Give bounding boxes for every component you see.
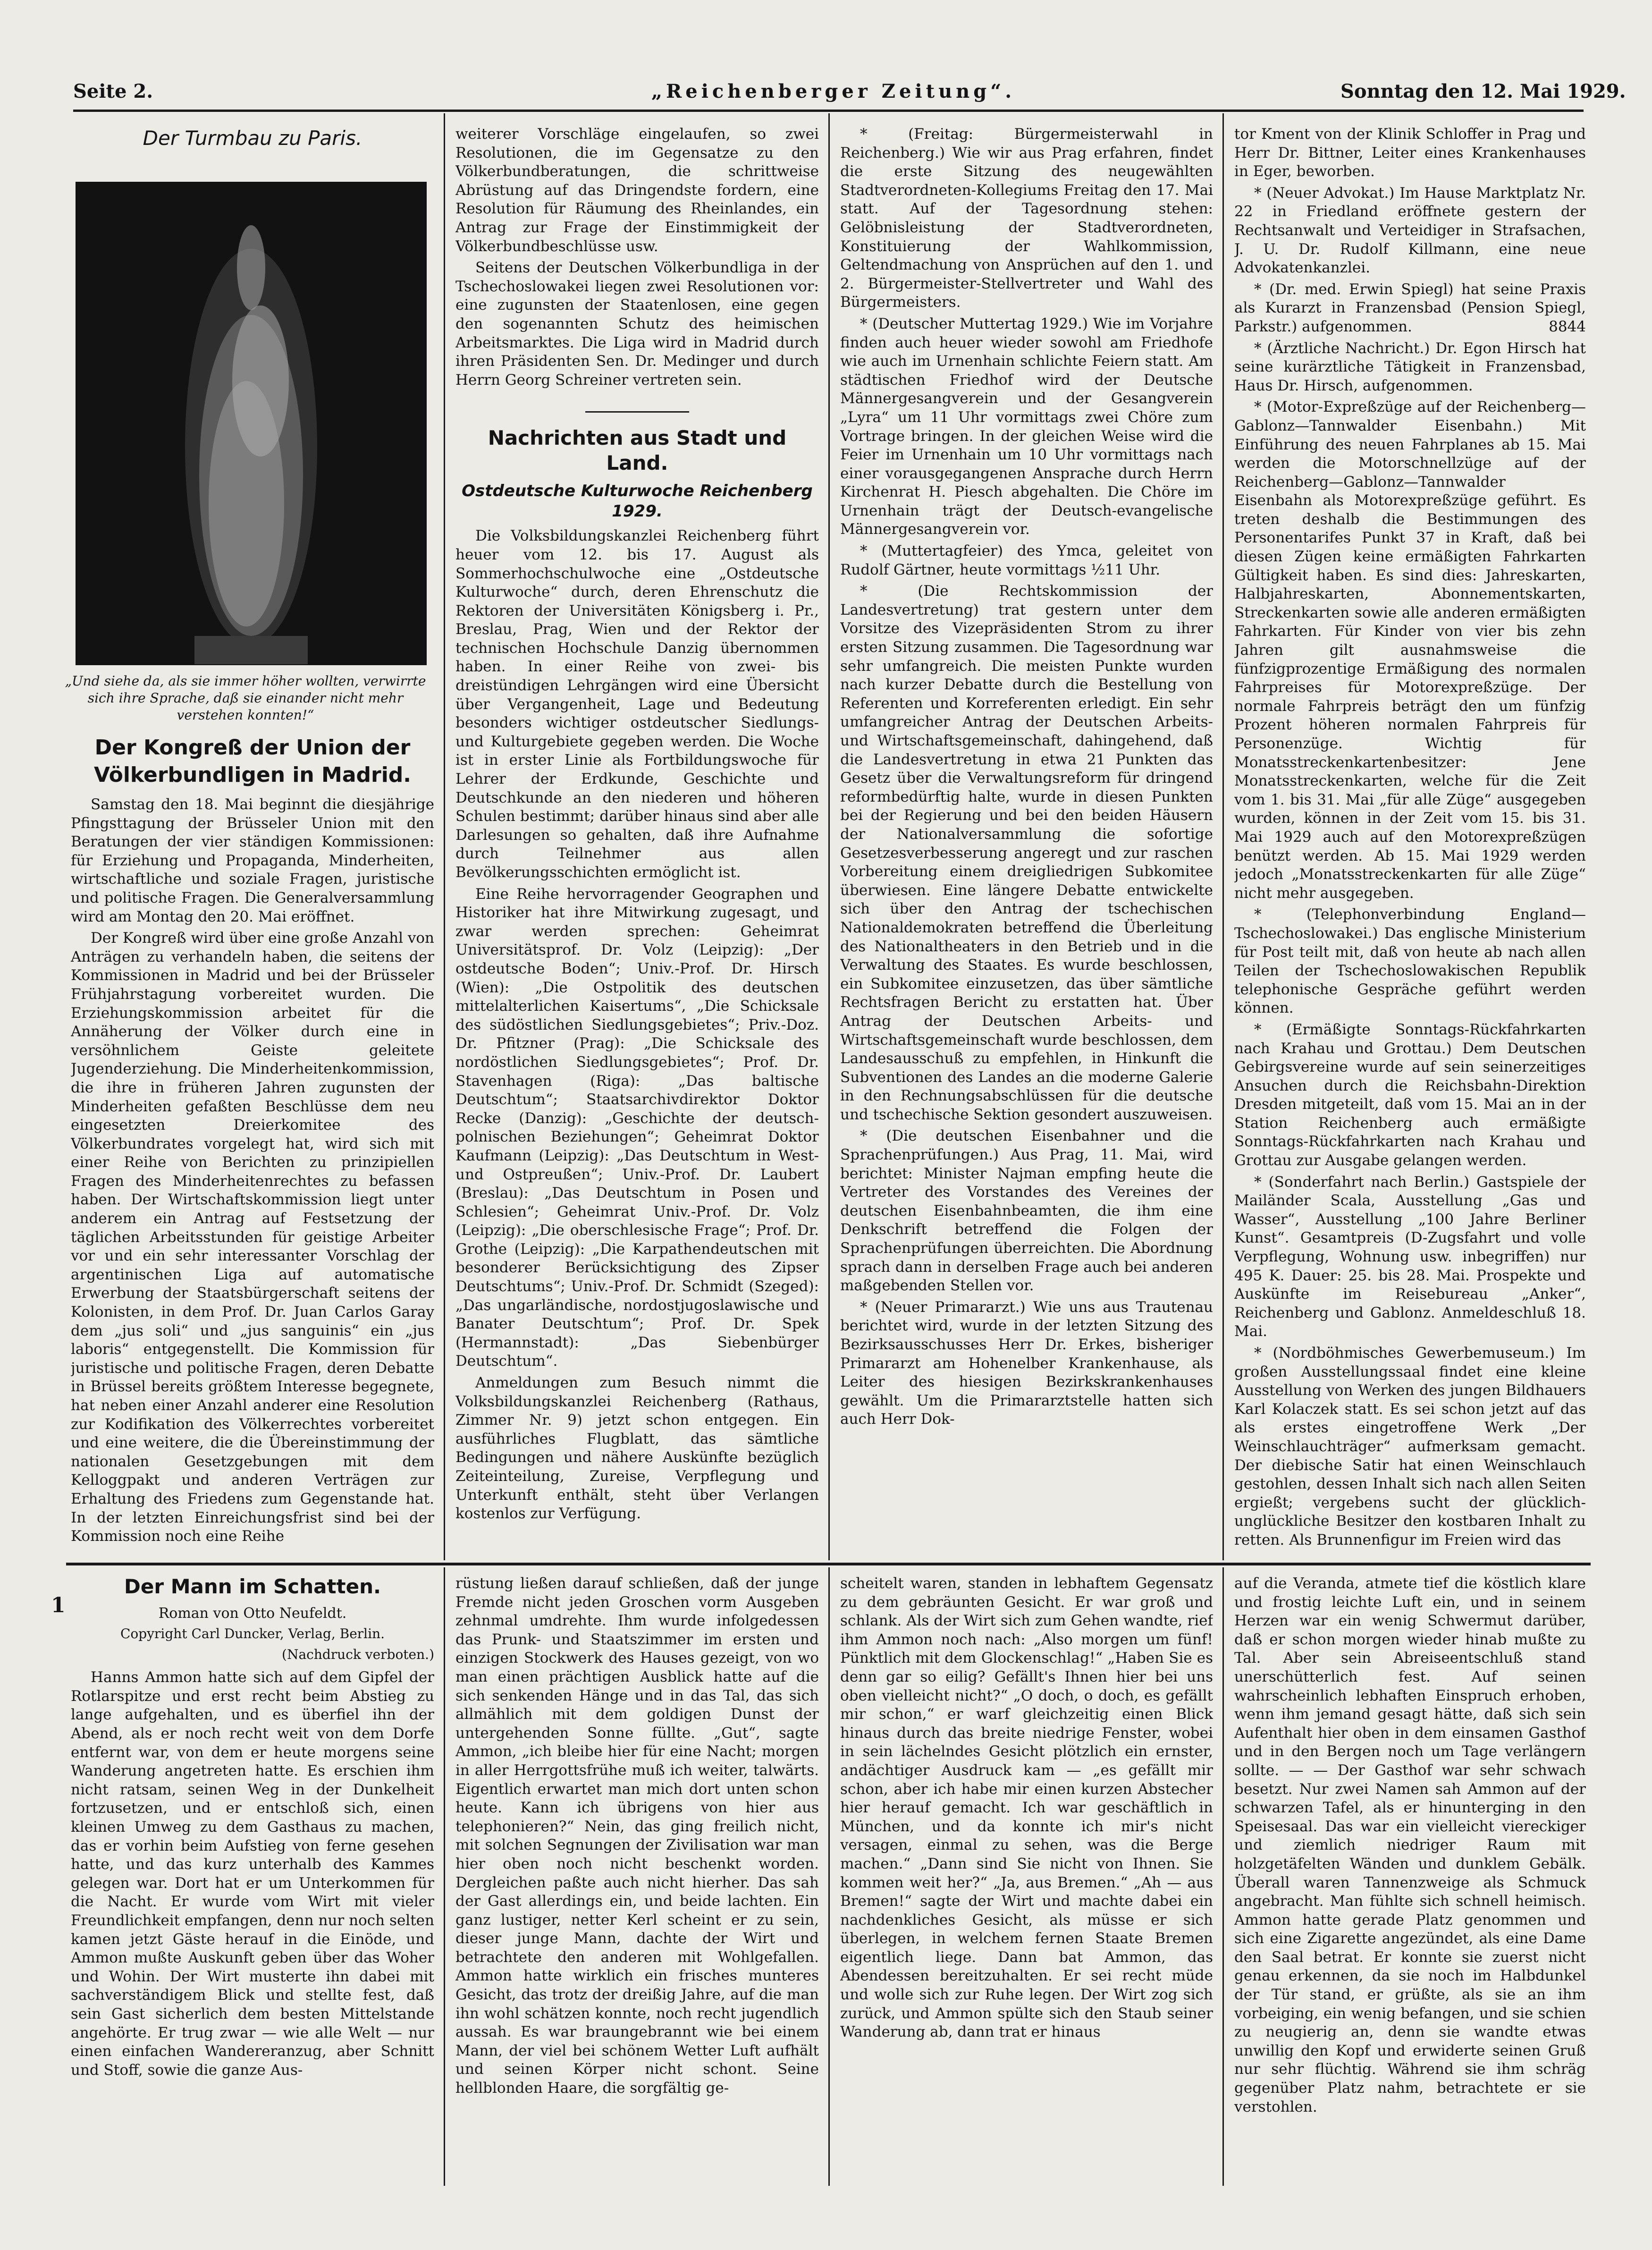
paragraph: Seitens der Deutschen Völkerbundliga in der Tschechoslowakei liegen zwei Resolutionen vor: eine zugunsten der Staatenlosen, eine gegen den sogenannten Schutz des heimischen Arbeitsmarktes. Die Liga wird in Madrid durch ihren Präsidenten Sen. Dr. Medinger und durch Herrn Georg Schreiner vertreten sein. bbox=[455, 259, 819, 389]
masthead-title: „Reichenberger Zeitung“. bbox=[651, 80, 1016, 102]
serial-notice: (Nachdruck verboten.) bbox=[282, 1646, 434, 1662]
paragraph: weiterer Vorschläge eingelaufen, so zwei Resolutionen, die im Gegensatze zu den Völkerbundberatungen, die schrittweise Abrüstung auf das Dringendste fordern, eine Resolution für Räumung des Rheinlandes, ein Antrag zur Frage der Einstimmigkeit der Völkerbundbeschlüsse usw. bbox=[455, 126, 819, 255]
news-item-telephon: * (Telephonverbindung England—Tschechoslowakei.) Das englische Ministerium für Post teilt mit, daß von heute ab nach allen Teilen der Tschechoslowakischen Republik telephonische Gespräche geführt werden können. bbox=[1234, 906, 1586, 1017]
column-rule bbox=[828, 113, 830, 1560]
news-item-aerztliche: * (Ärztliche Nachricht.) Dr. Egon Hirsch hat seine kurärztliche Tätigkeit in Franzensbad, Haus Dr. Hirsch, aufgenommen. bbox=[1234, 339, 1586, 394]
news-item-eisenbahner: * (Die deutschen Eisenbahner und die Sprachenprüfungen.) Aus Prag, 11. Mai, wird berichtet: Minister Najman empfing heute die Vertreter des Vorstandes des Vereines der deutschen Eisenbahnbeamten, die ihm eine Denkschrift betreffend die Folgen der Sprachenprüfungen überreichten. Die Abordnung sprach dann in derselben Frage auch bei anderen maßgebenden Stellen vor. bbox=[840, 1127, 1213, 1294]
news-item-motorexpress: * (Motor-Expreßzüge auf der Reichenberg—Gablonz—Tannwalder Eisenbahn.) Mit Einführung des neuen Fahrplanes ab 15. Mai werden die Motorschnellzüge auf der Reichenberg—Gablonz—Tannwalder Eisenbahn als Motorexpreßzüge geführt. Es treten deshalb die Bestimmungen des Personentarifes Punkt 37 in Kraft, daß bei diesen Zügen keine ermäßigten Fahrkarten Gültigkeit haben. Es sind dies: Jahreskarten, Halbjahreskarten, Abonnementskarten, Streckenkarten sowie alle anderen ermäßigten Fahrkarten. Für Kinder von vier bis zehn Jahren gilt ausnahmsweise die fünfzigprozentige Ermäßigung des normalen Fahrpreises für Motorexpreßzüge. Der normale Fahrpreis beträgt den um fünfzig Prozent höheren normalen Fahrpreis für Personenzüge. Wichtig für Monatsstreckenkartenbesitzer: Jene Monatsstreckenkarten, welche für die Zeit vom 1. bis 31. Mai „für alle Züge“ ausgegeben wurden, können in der Zeit vom 15. bis 31. Mai 1929 auch auf den Motorexpreßzügen benützt werden. Ab 15. Mai 1929 werden jedoch „Monatsstreckenkarten für alle Züge“ nicht mehr ausgegeben. bbox=[1234, 398, 1586, 902]
photo-caption: „Und siehe da, als sie immer höher wollten, verwirrte sich ihre Sprache, daß sie einander nicht mehr verstehen konnten!“ bbox=[65, 673, 426, 723]
column-3-text bbox=[840, 125, 1213, 1560]
news-item-primararzt: * (Neuer Primararzt.) Wie uns aus Trautenau berichtet wird, wurde in der letzten Sitzung des Bezirksausschusses Herr Dr. Erkes, bisheriger Primararzt am Hohenelber Krankenhause, als Leiter des hiesigen Bezirkskrankenhauses gewählt. Um die Primararztstelle hatten sich auch Herr Dok- bbox=[840, 1298, 1213, 1428]
section-title-nachrichten: Nachrichten aus Stadt und Land. bbox=[488, 426, 787, 474]
serial-column-2 bbox=[455, 1574, 819, 2188]
article-title-kongress: Der Kongreß der Union der Völkerbundligen in Madrid. bbox=[93, 736, 412, 787]
paragraph: Hanns Ammon hatte sich auf dem Gipfel der Rotlarspitze und erst recht beim Abstieg zu lange aufgehalten, und es überfiel ihn der Abend, als er noch recht weit von dem Dorfe entfernt war, von dem er heute morgens seine Wanderung angetreten hatte. Es erschien ihm nicht ratsam, seinen Weg in der Dunkelheit fortzusetzen, und er entschloß sich, einen kleinen Umweg zu dem Gasthaus zu machen, das er vorhin beim Aufstieg von ferne gesehen hatte, und das kurz unterhalb des Kammes gelegen war. Dort hat er um Unterkommen für die Nacht. Er wurde vom Wirt mit vieler Freundlichkeit empfangen, denn nur noch selten kamen jetzt Gäste herauf in die Einöde, und Ammon mußte Auskunft geben über das Woher und Wohin. Der Wirt musterte ihn dabei mit sachverständigem Blick und stellte fest, daß sein Gast sicherlich dem besten Mittelstande angehörte. Er trug zwar — wie alle Welt — nur einen einfachen Wandereranzug, aber Schnitt und Stoff, sowie die ganze Aus- bbox=[71, 1669, 434, 2079]
column-rule bbox=[1222, 1567, 1224, 2186]
column-1-text bbox=[71, 795, 434, 1558]
column-2-text bbox=[455, 125, 819, 1560]
tower-photo-graphic bbox=[76, 183, 426, 664]
serial-title: Der Mann im Schatten. bbox=[124, 1575, 381, 1598]
column-rule bbox=[1222, 113, 1224, 1560]
paragraph: auf die Veranda, atmete tief die köstlich klare und frostig leichte Luft ein, und in seinem Herzen war ein wenig Schwermut darüber, daß er schon morgen wieder hinab mußte zu Tal. Aber sein Abreiseentschluß stand unerschütterlich fest. Auf seinen wahrscheinlich lebhaften Einspruch erhoben, wenn ihm jemand gesagt hätte, daß sich sein Aufenthalt hier oben in dem einsamen Gasthof und in den Bergen noch um Tage verlängern sollte. — — Der Gasthof war sehr schwach besetzt. Nur zwei Namen sah Ammon auf der schwarzen Tafel, als er hinunterging in den Speisesaal. Das war ein vielleicht viereckiger und ziemlich niedriger Raum mit holzgetäfelten Wänden und dunklem Gebälk. Überall waren Tannenzweige als Schmuck angebracht. Man fühlte sich schnell heimisch. Ammon hatte gerade Platz genommen und sich eine Zigarette angezündet, als eine Dame den Saal betrat. Er konnte sie zuerst nicht genau erkennen, da sie noch im Halbdunkel der Tür stand, er grüßte, als sie an ihm vorbeiging, ein wenig befangen, und sie schien zu neugierig an, denn sie wandte etwas unwillig den Kopf und erwiderte seinen Gruß nur sehr flüchtig. Während sie ihm schräg gegenüber Platz nahm, betrachtete er sie verstohlen. bbox=[1234, 1575, 1586, 2115]
short-rule bbox=[585, 411, 689, 413]
news-item-rueckfahrkarten: * (Ermäßigte Sonntags-Rückfahrkarten nach Krahau und Grottau.) Dem Deutschen Gebirgsvereine wurde auf sein seinerzeitiges Ansuchen durch die Reichsbahn-Direktion Dresden mitgeteilt, daß vom 15. Mai an in der Station Reichenberg auch ermäßigte Sonntags-Rückfahrkarten nach Krahau und Grottau zur Ausgabe gelangen werden. bbox=[1234, 1021, 1586, 1169]
news-item-gewerbemuseum: * (Nordböhmisches Gewerbemuseum.) Im großen Ausstellungssaal findet eine kleine Ausstellung von Werken des jungen Bildhauers Karl Kolaczek statt. Es sei schon jetzt auf das als erstes eingetroffene Werk „Der Weinschlauchträger“ aufmerksam gemacht. Der diebische Satir hat einen Weinschlauch gestohlen, dessen Inhalt sich nach allen Seiten ergießt; vergebens sucht der glücklich-unglückliche Besitzer den kostbaren Inhalt zu retten. Als Brunnenfigur im Freien wird das bbox=[1234, 1345, 1586, 1548]
news-item-muttertagfeier: * (Muttertagfeier) des Ymca, geleitet von Rudolf Gärtner, heute vormittags ½11 Uhr. bbox=[840, 542, 1213, 578]
serial-column-1 bbox=[71, 1574, 434, 2188]
paragraph: Eine Reihe hervorragender Geographen und Historiker hat ihre Mitwirkung zugesagt, und zwar werden sprechen: Geheimrat Universitätsprof. Dr. Volz (Leipzig): „Der ostdeutsche Boden“; Univ.-Prof. Dr. Hirsch (Wien): „Die Ostpolitik des deutschen mittelalterlichen Kaisertums“, „Die Schicksale des südöstlichen Siedlungsgebietes“; Priv.-Doz. Dr. Pfitzner (Prag): „Die Schicksale des nordöstlichen Siedlungsgebietes“; Prof. Dr. Stavenhagen (Riga): „Das baltische Deutschtum“; Staatsarchivdirektor Doktor Recke (Danzig): „Geschichte der deutsch-polnischen Beziehungen“; Geheimrat Doktor Kaufmann (Leipzig): „Das Deutschtum in West- und Ostpreußen“; Univ.-Prof. Dr. Laubert (Breslau): „Das Deutschtum in Posen und Schlesien“; Geheimrat Univ.-Prof. Dr. Volz (Leipzig): „Die oberschlesische Frage“; Prof. Dr. Grothe (Leipzig): „Die Karpathendeutschen mit besonderer Berücksichtigung des Zipser Deutschtums“; Univ.-Prof. Dr. Schmidt (Szeged): „Das ungarländische, nordostjugoslawische und Banater Deutschtum“; Prof. Dr. Spek (Hermannstadt): „Das Siebenbürger Deutschtum“. bbox=[455, 885, 819, 1370]
column-rule bbox=[444, 1567, 445, 2186]
serial-installment-number: 1 bbox=[51, 1593, 66, 1617]
issue-date: Sonntag den 12. Mai 1929. bbox=[1340, 80, 1626, 102]
serial-copyright: Copyright Carl Duncker, Verlag, Berlin. bbox=[120, 1626, 385, 1642]
paragraph: Der Kongreß wird über eine große Anzahl von Anträgen zu verhandeln haben, die seitens der Kommissionen in Madrid und bei der Brüsseler Frühjahrstagung vorbereitet wurden. Die Erziehungskommission arbeitet für die Annäherung der Völker durch eine in versöhnlichem Geiste geleitete Jugenderziehung. Die Minderheitenkommission, die ihre in früheren Jahren zugunsten der Minderheiten gefaßten Beschlüsse dem neu eingesetzten Dreierkomitee des Völkerbundrates vorgelegt hat, wird sich mit einer Reihe von Berichten zu prinzipiellen Fragen des Minderheitenrechtes zu befassen haben. Der Wirtschaftskommission liegt unter anderem ein Antrag auf Festsetzung der täglichen Arbeitsstunden für geistige Arbeiter vor und ein sehr interessanter Vorschlag der argentinischen Liga auf automatische Erwerbung der Staatsbürgerschaft seitens der Kolonisten, in dem Prof. Dr. Juan Carlos Garay dem „jus soli“ und „jus sanguinis“ ein „jus laboris“ entgegenstellt. Die Kommission für juristische und politische Fragen, deren Debatte in Brüssel bereits größtem Interesse begegnete, hat neben einer Anzahl anderer eine Resolution zur Kodifikation des Völkerrechtes vorbereitet und eine weitere, die die Übereinstimmung der nationalen Gesetzgebungen mit dem Kelloggpakt und anderen Verträgen zur Erhaltung des Friedens zum Gegenstande hat. In der letzten Einreichungsfrist sind bei der Kommission noch eine Reihe bbox=[71, 930, 434, 1545]
section-rule bbox=[66, 1563, 1591, 1565]
tower-photo bbox=[76, 182, 427, 665]
news-item-sonderfahrt: * (Sonderfahrt nach Berlin.) Gastspiele der Mailänder Scala, Ausstellung „Gas und Wasser“, Ausstellung „100 Jahre Berliner Kunst“. Gesamtpreis (D-Zugsfahrt und volle Verpflegung, Wohnung usw. inbegriffen) nur 495 K. Dauer: 25. bis 28. Mai. Prospekte und Auskünfte im Reisebureau „Anker“, Reichenberg und Gablonz. Anmeldeschluß 18. Mai. bbox=[1234, 1173, 1586, 1340]
serial-column-3 bbox=[840, 1574, 1213, 2188]
column-rule bbox=[828, 1567, 830, 2186]
header-rule bbox=[73, 110, 1584, 112]
article-title-turmbau: Der Turmbau zu Paris. bbox=[143, 127, 362, 150]
serial-author: Roman von Otto Neufeldt. bbox=[158, 1605, 347, 1622]
subtitle-kulturwoche: Ostdeutsche Kulturwoche Reichenberg 1929. bbox=[462, 482, 813, 521]
news-item-spiegl-text: * (Dr. med. Erwin Spiegl) hat seine Praxis als Kurarzt in Franzensbad (Pension Spiegl, Parkstr.) aufgenommen. bbox=[1234, 280, 1586, 335]
paragraph: rüstung ließen darauf schließen, daß der junge Fremde nicht jeden Groschen vorm Ausgeben zehnmal umdrehte. Ihm wurde infolgedessen das Prunk- und Staatszimmer im ersten und einzigen Stockwerk des Hauses gezeigt, von wo man einen prächtigen Ausblick hatte auf die sich senkenden Hänge und in das Tal, das sich allmählich mit dem goldigen Dunst der untergehenden Sonne füllte. „Gut“, sagte Ammon, „ich bleibe hier für eine Nacht; morgen in aller Herrgottsfrühe muß ich weiter, talwärts. Eigentlich erwartet man mich dort unten schon heute. Kann ich übrigens von hier aus telephonieren?“ Nein, das ging freilich nicht, mit solchen Segnungen der Zivilisation war man hier oben noch nicht beschenkt worden. Dergleichen paßte auch nicht hierher. Das sah der Gast allerdings ein, und beide lachten. Ein ganz lustiger, netter Kerl scheint er zu sein, dieser junge Mann, dachte der Wirt und betrachtete den anderen mit Wohlgefallen. Ammon hatte wirklich ein frisches munteres Gesicht, das trotz der dreißig Jahre, auf die man ihn wohl schätzen konnte, noch recht jugendlich aussah. Es war braungebrannt wie bei einem Mann, der viel bei schönem Wetter Luft aufhält und seinen Körper nicht schont. Seine hellblonden Haare, die sorgfältig ge- bbox=[455, 1575, 819, 2097]
news-item-muttertag: * (Deutscher Muttertag 1929.) Wie im Vorjahre finden auch heuer wieder sowohl am Friedhofe wie auch im Urnenhain schlichte Feiern statt. Am städtischen Friedhof wird der Deutsche Männergesangverein und der Gesangverein „Lyra“ um 11 Uhr vormittags zwei Chöre zum Vortrage bringen. In der gleichen Weise wird die Feier im Urnenhain um 10 Uhr vormittags nach einer vorausgegangenen Ansprache durch Herrn Kirchenrat H. Piesch abgehalten. Die Chöre im Urnenhain trägt der Deutsch-evangelische Männergesangverein vor. bbox=[840, 315, 1213, 538]
paragraph: tor Kment von der Klinik Schloffer in Prag und Herr Dr. Bittner, Leiter eines Krankenhauses in Eger, beworben. bbox=[1234, 126, 1586, 180]
paragraph: Anmeldungen zum Besuch nimmt die Volksbildungskanzlei Reichenberg (Rathaus, Zimmer Nr. 9) jetzt schon entgegen. Ein ausführliches Flugblatt, das sämtliche Bedingungen und nähere Auskünfte bezüglich Zeiteinteilung, Zureise, Verpflegung und Unterkunft enthält, steht über Verlangen kostenlos zur Verfügung. bbox=[455, 1374, 819, 1523]
page-number: Seite 2. bbox=[73, 80, 153, 102]
column-rule bbox=[444, 113, 445, 1560]
paragraph: Samstag den 18. Mai beginnt die diesjährige Pfingsttagung der Brüsseler Union mit den Beratungen der vier ständigen Kommissionen: für Erziehung und Propaganda, Minderheiten, wirtschaftliche und soziale Fragen, juristische und politische Fragen. Die Generalversammlung wird am Montag den 20. Mai eröffnet. bbox=[71, 796, 434, 925]
news-item-spiegl bbox=[1234, 280, 1586, 337]
ad-number: 8844 bbox=[1549, 318, 1586, 335]
column-4-text bbox=[1234, 125, 1586, 1560]
news-item-advokat: * (Neuer Advokat.) Im Hause Marktplatz Nr. 22 in Friedland eröffnete gestern der Rechtsanwalt und Verteidiger in Strafsachen, J. U. Dr. Rudolf Killmann, eine neue Advokatenkanzlei. bbox=[1234, 184, 1586, 277]
paragraph: scheitelt waren, standen in lebhaftem Gegensatz zu dem gebräunten Gesicht. Er war groß und schlank. Als der Wirt sich zum Gehen wandte, rief ihm Ammon noch nach: „Also morgen um fünf! Pünktlich mit dem Glockenschlag!“ „Haben Sie es denn gar so eilig? Gefällt's Ihnen hier bei uns oben vielleicht nicht?“ „O doch, o doch, es gefällt mir schon,“ er warf gleichzeitig einen Blick hinaus durch das breite niedrige Fenster, wobei in sein lächelndes Gesicht plötzlich ein ernster, andächtiger Ausdruck kam — „es gefällt mir schon, aber ich habe mir einen kurzen Abstecher hier herauf gemacht. Ich war geschäftlich in München, und da konnte ich mir's nicht versagen, einmal zu sehen, was die Berge machen.“ „Dann sind Sie nicht von Ihnen. Sie kommen weit her?“ „Ja, aus Bremen.“ „Ah — aus Bremen!“ sagte der Wirt und machte dabei ein nachdenkliches Gesicht, als müsse er sich überlegen, in welchem fernen Staate Bremen eigentlich liege. Dann bat Ammon, das Abendessen bereitzuhalten. Er sei recht müde und wolle sich zur Ruhe legen. Der Wirt zog sich zurück, und Ammon spülte sich den Staub seiner Wanderung ab, dann trat er hinaus bbox=[840, 1575, 1213, 2041]
news-item-buergermeisterwahl: * (Freitag: Bürgermeisterwahl in Reichenberg.) Wie wir aus Prag erfahren, findet die erste Sitzung des neugewählten Stadtverordneten-Kollegiums Freitag den 17. Mai statt. Auf der Tagesordnung stehen: Gelöbnisleistung der Stadtverordneten, Konstituierung der Wahlkommission, Geltendmachung von Ansprüchen auf den 1. und 2. Bürgermeister-Stellvertreter und Wahl des Bürgermeisters. bbox=[840, 126, 1213, 311]
serial-column-4 bbox=[1234, 1574, 1586, 2188]
paragraph: Die Volksbildungskanzlei Reichenberg führt heuer vom 12. bis 17. August als Sommerhochschulwoche eine „Ostdeutsche Kulturwoche“ durch, deren Ehrenschutz die Rektoren der Universitäten Königsberg i. Pr., Breslau, Prag, Wien und der Rektor der technischen Hochschule Danzig übernommen haben. In einer Reihe von zwei- bis dreistündigen Lehrgängen wird eine Übersicht über Vergangenheit, Lage und Bedeutung besonders wichtiger ostdeutscher Siedlungs- und Kulturgebiete gegeben werden. Die Woche ist in erster Linie als Fortbildungswoche für Lehrer der Erdkunde, Geschichte und Deutschkunde an den niederen und höheren Schulen bestimmt; darüber hinaus sind aber alle Darlesungen so gehalten, daß ihre Aufnahme durch Teilnehmer aus allen Bevölkerungsschichten ermöglicht ist. bbox=[455, 527, 819, 881]
news-item-rechtskommission: * (Die Rechtskommission der Landesvertretung) trat gestern unter dem Vorsitze des Vizepräsidenten Strom zu ihrer ersten Sitzung zusammen. Die Tagesordnung war sehr umfangreich. Die meisten Punkte wurden nach kurzer Debatte durch die Bestellung von Referenten und Korreferenten erledigt. Ein sehr umfangreicher Antrag der Deutschen Arbeits- und Wirtschaftsgemeinschaft, dahingehend, daß die Landesvertretung in etwa 21 Punkten das Gesetz über die Verwaltungsreform für dringend reformbedürftig halte, wurde in diesen Punkten bei der Regierung und bei den beiden Häusern der Nationalversammlung die sofortige Gesetzesverbesserung angeregt und zur raschen Vorbereitung einem dreigliedrigen Subkomitee überwiesen. Eine längere Debatte entwickelte sich über den Antrag der tschechischen Nationaldemokraten betreffend die Überleitung des Nationaltheaters in den Betrieb und in die Verwaltung des Staates. Es wurde beschlossen, ein Subkomitee einzusetzen, das über sämtliche Rechtsfragen Bericht zu erstatten hat. Über Antrag der Deutschen Arbeits- und Wirtschaftsgemeinschaft wurde beschlossen, dem Landesausschuß zu empfehlen, in Hinkunft die Subventionen des Landes an die moderne Galerie in den Rechnungsabschlüssen für die deutsche und tschechische Sektion gesondert auszuweisen. bbox=[840, 583, 1213, 1123]
